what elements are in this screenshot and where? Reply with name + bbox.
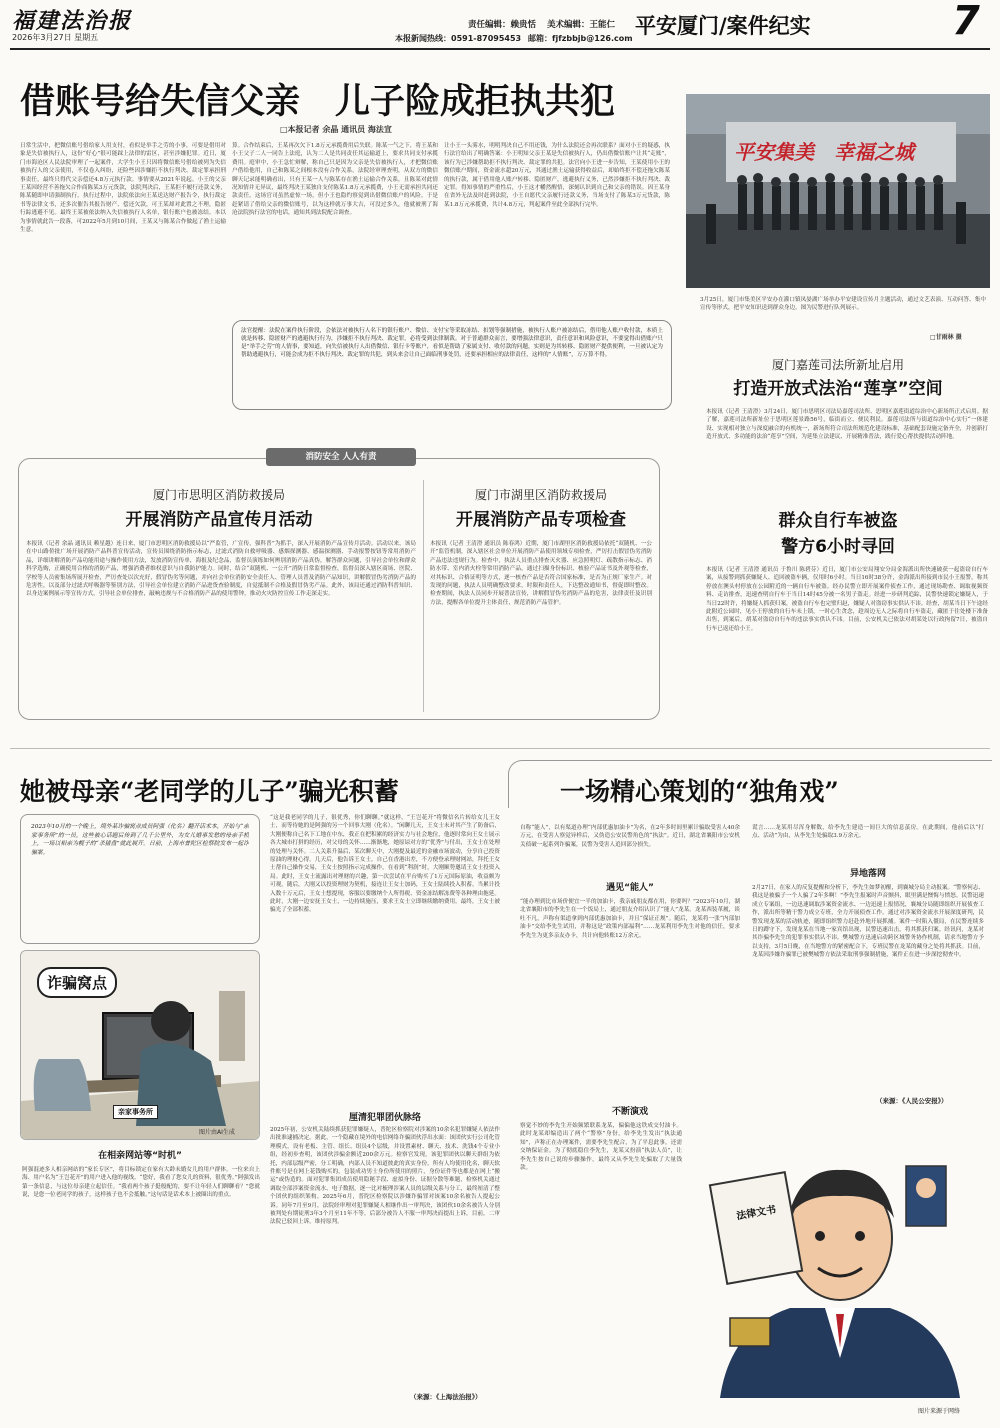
story4-col1b: “能办理到比市场价便宜一半的加油卡，我亲戚朋友都在用，你要吗？”2023年10月，湖北省襄阳市的李先生在一个饭局上，通过朋友介绍认识了“能人”龙某。龙某西装革履，谈吐不凡，声称有渠道拿到内部优惠加油卡，并且“保证正规”。随后，龙某将一张“内部加油卡”交给李先生试用，并称这是“政策内部福利”……龙某利用李先生对他的信任，要求李先生为更多亲友办卡，共计向他转账12万余元。	[520, 899, 740, 939]
event-photo-illustration	[686, 94, 990, 288]
story4-img-credit: 图片来源于网络	[918, 1408, 961, 1415]
story3-col2b: 2025年初，公安机关陆续抓获犯罪嫌疑人，普陀区检察院对涉案的10余名犯罪嫌疑人依法作出批准逮捕决定。据此，一个隐藏在境外的电信网络诈骗团伙浮出水面：该团伙实行公司化管理模式，设有老板、主管、组长、组员4个层级，并设置素材、聊天、技术、洗钱4个专业小组，经初步查明，该团伙涉骗金额近200余万元。检察官发现，该犯罪团伙以聊天群组为依托，内部层级严密，分工明确，内部人员不知道彼此的真实身份，所有人均使用化名，聊天软件账号是在网上花钱购买的，包装成功男士身份所使用的照片，身份证件等也都是在网上“搬运”或伪造的。面对犯罪集团成员使用隐秘手段、虚拟身份、证据分散等难题，检察机关通过调取全部涉案资金流水、电子数据，逐一比对梳理涉案人员的层级关系与分工，最终厘清了整个团伙的组织架构。2025年6月，普陀区检察院以涉嫌诈骗罪对该案10余名被告人提起公诉。同年7月至9月，法院经审理对犯罪嫌疑人相继作出一审判决，该团伙10余名被告人分别被判处有期徒刑3年3个月至11年不等。后部分被告人不服一审判决而提出上诉，目前，二审法院已驳回上诉，维持原判。	[270, 1127, 500, 1226]
story4-col1c: 察觉不妙的李先生开始频繁联系龙某，偏偏他这铁成交付油卡。此时龙某却编造出了两个“警察”身份，给李先生发出“执法通知”，声称正在办理案件，需要李先生配合，为了平息此事，还需交纳保证金。为了彻底稳住李先生，龙某又扮演“执法人员”，让李先生按自己说的步骤操作，最终又从李先生处骗取了大量钱款。	[520, 1123, 682, 1172]
issue-date: 2026年3月27日 星期五	[12, 33, 99, 42]
photo1-caption: 3月25日，厦门市集美区平安办在灌口镇凤晏湖广场举办平安建设宣传月主题活动，通过文艺表演、互动问答、集中宣传等形式，把平安知识送到群众身边。图为民警进行队列展示。	[700, 297, 986, 311]
story3-intro-text: 2023年10月的一个晚上，境外某诈骗窝点成员阿强（化名）翻开话术本，开始与“亲家事务所”的一员，这些被心话题后传到了几千公里外，为女儿婚事发愁的母亲手机上，一场以相亲为幌子的“杀猪盘”就此展开。日前，上海市普陀区检察院发布一起诈骗案。	[31, 824, 249, 856]
fire-left-body: 本报讯（记者 余晶 通讯员 赖星越）连日来，厦门市思明区消防救援局以“严监管，广宣传，强科普”为抓手，深入开展消防产品宣传月活动。活动以来，该局在中山路侨批广场开展消防产品科普宣传活动，宣传员围绕消防指示标志，过滤式消防自救呼吸器、感烟探测器、感温探测器、手动报警按钮等常用消防产品，详细讲解消防产品功能用途与操作使用方法，发放消防宣传单，海报及纪念品，监督员演练如何辨别消防产品真伪，解答群众问题，引导社会单位和群众科学选购，正确使用合格的消防产品，增强消费者维权意识与自我防护能力。同时，结合“双随机、一公开”消防日常监督检查，监督员深入辖区商场、医院、学校等人员密集场所展开检查，严厉查处以次充好，假冒伪劣等问题，并向社会单位消防安全责任人、管理人员普及消防产品知识，讲解假冒伪劣消防产品的危害性，以及部分过滤式呼吸器等鉴别方法，引导社会单位建立消防产品进货查验制度，自觉抵制不合格及假冒伪劣产品。此外，该局还通过消防科普知识、以身边案例展示等宣传方式，引导社会单位排查，敲响违规与不合格消防产品的使用警钟，推动火灾防控宣传工作走深走实。	[26, 541, 416, 598]
story3-source: （来源：《上海法治报》）	[410, 1393, 482, 1401]
story2-kicker: 厦门嘉莲司法所新址启用	[771, 358, 904, 372]
event-banner-text: 平安集美 幸福之城	[734, 140, 914, 164]
fire-safety-banner: 消防安全 人人有责	[266, 448, 416, 466]
bike-headline-line1: 群众自行车被盗	[778, 511, 898, 531]
story1-headline: 借账号给失信父亲 儿子险成拒执共犯	[20, 82, 616, 122]
bike-headline-line2: 警方6小时寻回	[781, 537, 895, 557]
masthead-rule	[10, 48, 990, 50]
fire-right-body: 本报讯（记者 王清澄 通讯员 陈春鸿）近期，厦门市湖里区消防救援局依托“双随机、一公开”监管机制，深入辖区社会单位开展消防产品使用领域专项检查，严厉打击假冒伪劣消防产品违法违规行为。检查中，执法人员重点排查灭火器、应急照明灯、疏散指示标志、消防水带、室内消火栓等常用消防产品，通过扫描身份标识、核验产品证书及外观等检查，对其标识、合格证明等方式，逐一核查产品是否符合国家标准，是否为正规厂家生产。对发现的问题，执法人员明确整改要求，时限和责任人，下达整改通知书，督促即时整改。检查期间，执法人员同步开展普法宣传，讲解假冒伪劣消防产品的危害，法律责任及识别方法，提醒各单位提升主体责任，规范消防产品管护。	[430, 541, 652, 606]
lower-section-rule	[10, 748, 990, 749]
story1-col2: 算。合作结束后，王某再次欠下1.8万元承揽费用后失联。陈某一气之下，将王某和小王父子二人一同告上法庭，认为二人是共同责任其运输道上，要求共同支付承揽费用。庭审中，小王急忙辩解，称自己只是因为父亲是失信被执行人，才把微信账户借给他用，自己和陈某之间根本没有合作关系。法院经审理查明，从双方的微信聊天记录能明确看出，只有王某一人与陈某存在渔土运输合作关系，且陈某对此情况知情并无异议，最终判决王某独自支付陈某1.8万元承揽费，小王无需承担共同还款责任。这场官司虽然虚惊一场，但小王也隐约察觉到出借微信账户的风险。于是赶紧请了借给父亲的微信账号，以为这样就万事大吉，可没过多久，他就被刑了海沧法院执行法官的电话，通知其到法院配合调查。	[232, 143, 438, 217]
story3-col1: 阿强混迹多人相亲网站的“家长专区”，将目标锁定在家有大龄未婚女儿的用户群体。一位来自上海、用户名为“王岂花开”的用户进入他的视线。“您好，我看了您女儿的资料，很优秀。”阿强发出第一条信息，与这位母亲建立起信任。“我看两个孩子挺般配的，要不让年轻人们聊聊看？”您就说，是您一位老同学的孩子，这样孩子也不会抵触。”这句话是话术本上被圈出的重点。	[22, 1167, 260, 1199]
story3-subhead2: 厘清犯罪团伙脉络	[348, 1113, 421, 1123]
story4-subhead3: 异地落网	[849, 869, 886, 879]
art-editor-credit: 美术编辑：王能仁	[547, 20, 616, 30]
story4-col1: 自称“能人”，以有渠道办理“内部优惠加油卡”为名，在2年多时间里累计骗取受害人40余万元，在受害人察觉异样后，又伪造公安民警角色的“执法”。近日，湖北省襄阳市公安机关侦破一起系列诈骗案，民警为受害人追回部分损失。	[520, 825, 740, 848]
story4-subhead2: 不断演戏	[611, 1107, 648, 1117]
photo1-credit: □甘雨林 摄	[930, 334, 962, 341]
photo-public-security-event	[686, 94, 990, 288]
masthead	[0, 0, 1000, 52]
story3-illustration	[20, 950, 260, 1140]
story1-col3: 让小王一头雾水，明明判决自己不用还钱，为什么法院还会再次联系？面对小王的疑惑，执行法官给出了明确答案：小王明知父亲王某是失信被执行人，仍出借微信账户让其“走账”，该行为已涉嫌帮助拒不执行判决、裁定罪的共犯。法官向小王进一步告知，王某使用小王的微信账户期间，资金流水超20万元，其通过渔土运输获得收益后，却始终拒不偿还拖欠陈某的执行款，属于借用他人账户转移、隐匿财产，逃避执行义务，已然涉嫌拒不执行判决、裁定罪。得知事情的严重性后，小王这才幡然醒悟，深刻认识到自己和父亲的错误。因王某身在省外无法及时赶到法院，小王自愿代父亲履行还款义务，当场支付了陈某3万元货款，陈某1.8万元承揽费，共计4.8万元，判起案件至此全部执行完毕。	[444, 143, 670, 208]
story3-intro-box	[20, 814, 260, 944]
story3-headline: 她被母亲“老同学的儿子”骗光积蓄	[20, 777, 399, 806]
story4-illustration	[690, 1118, 988, 1418]
scam-den-label: 诈骗窝点	[37, 967, 117, 998]
paper-name: 福建法治报	[12, 8, 133, 34]
story2-body: 本报讯（记者 王清澄）3月24日，厦门市思明区司法局嘉莲司法所、思明区嘉莲街道综治中心新场所正式启用。据了解，嘉莲司法所新址位于思明区莲景路56号，临街而立、便民利民。嘉莲司法所与街道综治中心实行“一体建设、实现相对独立与深度融合的有机统一，新场所符合司法所规范化建设标准，基础配套设施完备齐全，并创新打造开放式、多功能的法治“莲享”空间，为延集立法建议、开展精准普法，践行爱心帮扶提供活动阵地。	[706, 409, 988, 441]
fraudster-cartoon	[690, 1118, 988, 1418]
story1-col1: 日常生活中，把微信账号借给家人用支付，看似是举手之劳的小事，可要是借用对象是失信被执行人，这份“好心”很可能踩上法律的雷区，甚至涉嫌犯罪。近日，厦门市海沧区人民法院审理了一起案件，大学生小王只因将微信账号借给被列为失信被执行人的父亲使用，不仅卷入纠纷，还险些因涉嫌拒不执行判决、裁定罪承担刑事责任，最终只得代父亲偿还4.8万元执行款。事情要从2021年说起。小王的父亲王某因经营不善拖欠合作商陈某3万元货款，法院判决后，王某拒不履行还款义务，陈某随即申请强制执行。执行过程中，法院依法向王某送达财产报告令，执行裁定书等法律文书，还多次催告其报告财产、偿还欠款，可王某却对此置之不理，隐匿行踪逃避不见。最终王某被依法纳入失信被执行人名单，银行账户也被冻结。本以为事情就此告一段落，可2022年5月到10月间，王某又与陈某合作做起了渔土运输生意。	[20, 143, 226, 234]
story3-col2: “这是我老同学的儿子，很优秀，你们聊聊。”就这样，“王岂花开”将微信名片转给女儿王女士，而等待她的是阿强的另一个回事大刚（化名）。“闲聊几天，王女士未对其产生了防备后，大刚便称自己名下工地在中东，我正在把积累的经济实力与社会地位，他逐时常向王女士展示各大城市打拼的经历，对父母的关怀……渐渐地，她原谅对方的“优秀”与付出，王女士在处理的处理与关怀。二人关系升温后，某次聊天中，大刚提及最近的金融市场波动，分享自己投资原油的理财心得。几天后，他告诉王女士，自己在香港出差，不方便登录理财网站，拜托王女士帮自己操作交易，王女士按照指示完成操作，在看到“利润”时，大刚顺势邀请王女士投资入局。此时，王女士流露出对理财的兴趣，第一次尝试在平台购买了1万元国际原油，收益颇为可观。随后，大刚又以投资理财为契机，接连让王女士加码，王女士陆续投入积蓄。当累计投入数十万元后，王女士想提现，客服以要缴纳个人所得税、资金冻结解冻费等各种理由拖延。此时，大刚一边安抚王女士，一边持续施压，要求王女士立即继续缴纳费用。最终，王女士被骗光了全部积蓄。	[270, 815, 500, 914]
story3-subhead1: 在相亲网站等“时机”	[98, 1151, 182, 1161]
law-note-text: 法官提醒：法院在案件执行阶段，会依法对被执行人名下的银行账户、微信、支付宝等采取冻结、扣划等强制措施，被执行人账户被冻结后，借用他人账户收付款，本质上就是转移、隐匿财产的逃避执行行为，涉嫌拒不执行判决、裁定罪，必将受到法律制裁。对于普通群众而言，要增强法律意识，责任意识和风险意识，不要觉得出借账户只是“举手之劳”的人情事，要知道，向失信被执行人出借微信、银行卡等账户，看似是帮助了家属支付、收付款的问题，实则是为其转移、隐匿财产提供便利，一旦被认定为帮助逃避执行，可能会成为拒不执行判决、裁定罪的共犯，到头来会让自己面临刑事处罚，还要承担相应的法律责任，这样的“人情账”，万万算不得。	[241, 328, 663, 358]
news-hotline: 本报新闻热线：0591-87095453	[395, 34, 522, 43]
story4-col2b: 2月27日，在家人的反复提醒和分析下，李先生如梦初醒，到襄城分局主动报案。“警察何志、我这是被骗子一个人骗了2年多啊！”李先生报案时声音颤抖，眼里满是懊悔与愤怒。民警迅速成立专案组，一边迅速调取涉案资金流水、一边迅速上报情况，襄城分局随即组织开展侦查工作，派出所等精干警力成立专班，全力开展侦查工作。通过对涉案资金流水开展深度研判，民警发现龙某的活动轨迹，随即组织警力赶赴外地开展抓捕。案件一时陷入僵局，在民警连续多日的蹲守下，发现龙某在当地一家宾馆出现，民警迅速出击，将其抓获归案。经讯问，龙某对其诈骗李先生的犯罪事实供认不讳。樊城警方迅速启动跨区域警务协作机制，请求当地警方予以支持，3月5日晚，在当地警方的紧密配合下，专班民警在龙某的藏身之处将其抓获。目前，龙某因涉嫌诈骗罪已被樊城警方依法采取刑事强制措施，案件正在进一步深挖彻查中。	[752, 885, 984, 959]
bike-body: 本报讯（记者 王清澄 通讯员 于鲁川 陈碧芬）近日，厦门市公安局翔安分局金海派出所快速破获一起盗窃自行车案，从接警到抓获嫌疑人、追回被盗车辆，仅用时6小时。当日16时38分许，金海派出所接到市民小王报警，称其停放在澳头村停放在公园附近的一辆自行车被盗。经办民警立即开展案件侦查工作，通过现场勘查、调取视频资料、走访排查，迅速查明自行车于当日14时45分被一名男子盗走。经进一步研判追踪，民警快速锁定嫌疑人，于当日22时许，将嫌疑人抓获归案，被盗自行车也完璧归赵，嫌疑人对盗窃事实供认不讳。经查，胡某当日下午途经此附近公园时，见小王停放的自行车未上锁，一时心生贪念，趁周边无人之际将自行车盗走，藏匿于住处楼下准备出售，到案后，胡某对盗窃自行车的违法事实供认不讳。目前，公安机关已依法对胡某处以行政拘留7日，被盗自行车已返还给小王。	[706, 567, 988, 632]
legal-document-text: 法律文书	[735, 1204, 777, 1223]
story4-headline: 一场精心策划的“独角戏”	[560, 777, 839, 806]
story3-img-credit: 图片由AI生成	[199, 1129, 235, 1136]
law-note-box	[232, 320, 672, 410]
email-address: 邮箱：fjfzbbjb@126.com	[528, 34, 633, 43]
fire-right-headline: 开展消防产品专项检查	[456, 510, 626, 530]
fire-left-kicker: 厦门市思明区消防救援局	[152, 488, 285, 502]
story4-subhead1: 遇见“能人”	[606, 883, 654, 893]
fire-left-headline: 开展消防产品宣传月活动	[125, 510, 313, 530]
story2-headline: 打造开放式法治“莲享”空间	[733, 379, 943, 399]
scam-den-sign: 亲家事务所	[113, 1105, 158, 1119]
story1-byline: □本报记者 余晶 通讯员 海法宣	[280, 125, 392, 134]
page-number: 7	[952, 0, 980, 44]
fire-column-divider	[423, 480, 424, 712]
story4-source: （来源：《人民公安报》）	[876, 1097, 948, 1105]
section-title: 平安厦门/案件纪实	[635, 13, 811, 38]
fire-right-kicker: 厦门市湖里区消防救援局	[474, 488, 607, 502]
story4-col2: 谎言……龙某用尽浑身解数，给李先生建造一间巨大的信息茧房。在此期间，他前后以“打点、活动”为由，从李先生处骗取3.9万余元。	[752, 825, 984, 840]
editor-credit: 责任编辑：赖贵恬	[468, 20, 537, 30]
